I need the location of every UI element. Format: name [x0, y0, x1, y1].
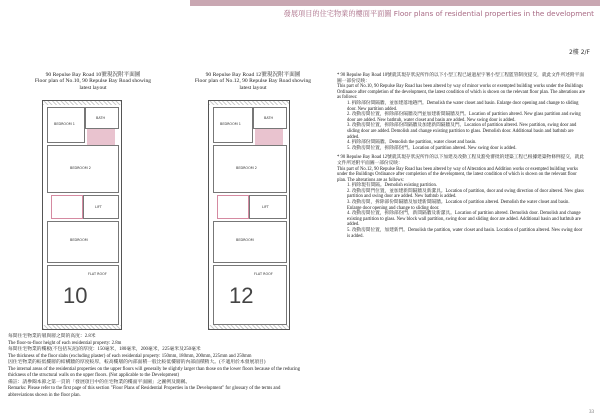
- room-lift: [83, 195, 119, 219]
- note-item: 2. 改動房間位置，拆除部份隔牆及門並加建新間隔牆及門。Location of partition altered. New glass partition and swing door are added. New bathtub, water closet and basin are added. New swing door is added.: [347, 112, 581, 123]
- note-intro-en: This part of No.10, 90 Repulse Bay Road has been altered by way of minor works or exempted building works under the Buildings Ordinance after completion of the development, the latest condition of which is shown on the relevant floor plan. The alterations are as follows:: [337, 84, 586, 101]
- note-intro-en: This part of No.12, 90 Repulse Bay Road has been altered by way of Alteration and Addition works or exempted building works under the Buildings Ordinance after completion of the development, the latest condition of which is shown on the relevant floor plan. The alterations are as follows:: [337, 166, 578, 183]
- alteration-area: [51, 195, 83, 219]
- plan-10-title-en2: latest layout: [79, 84, 107, 91]
- unit-number-12: 12: [229, 283, 254, 308]
- note-intro-zh: * 90 Repulse Bay Road 12號就其現存狀況所作的以下加建及改動工程及豁免審批的建築工程已根據建築物條例提交，就此文件所述附平面圖一部份反映：: [337, 155, 585, 166]
- wall-hatch: [209, 101, 289, 105]
- alteration-area: [255, 129, 283, 145]
- plan-10-title-en1: Floor plan of No.10, 90 Repulse Bay Road showing: [34, 78, 152, 85]
- room-label: FLAT ROOF: [254, 272, 273, 276]
- room-bedroom-2: [213, 145, 287, 193]
- room-label: BATH: [264, 116, 274, 120]
- plan-12-title-en2: latest layout: [239, 84, 267, 91]
- plan-10-title-zh: 90 Repulse Bay Road 10號現況附平面圖: [45, 72, 141, 78]
- room-label: FLAT ROOF: [88, 272, 107, 276]
- page-title: 發展項目的住宅物業的樓面平面圖 Floor plans of residential properties in the development: [283, 9, 594, 18]
- alteration-area: [217, 195, 249, 219]
- note-line: 每間住宅物業的層與層之間的高度：2.8米: [8, 334, 96, 339]
- wall-hatch: [43, 325, 121, 329]
- note-item: 5. 改動房間位置，拆除部份門。Location of partition altered. New swing door is added.: [347, 145, 517, 151]
- wall-hatch: [209, 325, 289, 329]
- note-item: 1. 拆除現有間隔。Demolish existing partition.: [347, 183, 437, 189]
- note-item: 1. 拆除部份間隔牆，並加建落地趟門。Demolish the water closet and basin. Enlarge door opening and change to sliding door. New partition added.: [347, 100, 579, 112]
- note-line: The floor-to-floor height of each residential property: 2.8m: [8, 340, 122, 346]
- note-line: 備註：請參閱本節之第一頁的「發展項目中的住宅物業的樓面平面圖」之圖例及簡稱。: [8, 379, 191, 385]
- room-bedroom-1: [213, 107, 253, 143]
- note-intro-zh: * 90 Repulse Bay Road 10號就其現存狀況所作的以下小型工程已通過屋宇署小型工程監管制度提交，就此文件所述附平面圖一部份反映：: [337, 73, 585, 84]
- plan-10-title: [18, 72, 168, 91]
- floor-plan-10: [42, 100, 122, 330]
- page-header: [0, 0, 600, 22]
- plan-12-title: [178, 72, 328, 91]
- room-label: BEDROOM: [70, 238, 88, 242]
- floor-plan-12: [208, 100, 290, 330]
- room-bedroom: [47, 221, 119, 263]
- room-label: BEDROOM 2: [236, 166, 257, 170]
- plan-12-title-zh: 90 Repulse Bay Road 12號現況附平面圖: [205, 72, 301, 78]
- room-label: BEDROOM 1: [220, 122, 241, 126]
- note-item: 5. 改動房間位置，加建新門。Demolish the partition, water closet and basin. Location of partition altered. New swing door is added.: [347, 228, 583, 239]
- note-item: 4. 改動房間位置，拆除部份門，新間隔牆及新潔具。Location of partition altered. Demolish door. Demolish and change existing partition to glass. New block wall partition, swing door and sliding door are added. Additional basin and bathtub are added.: [347, 211, 581, 228]
- plan-12-title-en1: Floor plan of No.12, 90 Repulse Bay Road showing: [194, 78, 312, 85]
- room-label: BEDROOM 2: [70, 166, 91, 170]
- page-number: 33: [589, 410, 594, 415]
- floor-label: 2樓 2/F: [568, 49, 590, 56]
- wall-hatch: [43, 101, 121, 105]
- note-line: Remarks: Please refer to the first page of this section "Floor Plans of Residential Properties in the Development" for glossary of the terms and abbreviations shown in the floor plan.: [8, 386, 281, 398]
- note-line: The thickness of the floor slabs (excluding plaster) of each residential property: 150mm, 180mm, 200mm, 225mm and 250mm: [8, 353, 252, 359]
- room-lift: [249, 195, 287, 219]
- room-bath: [85, 107, 119, 129]
- room-label: BEDROOM 1: [54, 122, 75, 126]
- note-item: 2. 改動房間門位置，並加建新間隔牆及新潔具。Location of partition, door and swing direction of door altered. New glass partition and swing door are added. New bathtub is added.: [347, 188, 584, 200]
- room-bedroom-1: [47, 107, 85, 143]
- note-item: 4. 拆除部份間隔牆。Demolish the partition, water closet and basin.: [347, 140, 477, 146]
- unit-number-10: 10: [63, 283, 88, 308]
- room-label: BATH: [96, 116, 106, 120]
- note-line: The internal areas of the residential properties on the upper floors will generally be slightly larger than those on the lower floors because of the reducing thickness of the structural walls on the upper floors. (Not applicable to the Development): [8, 366, 301, 378]
- floor-height-notes: [8, 334, 303, 399]
- room-bedroom: [213, 221, 287, 263]
- room-bedroom-2: [47, 145, 119, 193]
- room-label: LIFT: [95, 205, 102, 209]
- alteration-area: [87, 129, 115, 145]
- room-label: BEDROOM: [236, 238, 254, 242]
- room-label: LIFT: [262, 205, 269, 209]
- note-line: 因住宅物業的較低樓層的結構牆的厚度較厚，較高樓層的內部面積一般比較低樓層的內部面積稍大。(不適用於本發展項目): [8, 360, 266, 365]
- note-item: 3. 改動房間，拆除部份間隔牆及加建新間隔牆。Location of partition altered. Demolish the water closet and basin. Enlarge door opening and change to sliding door.: [347, 200, 570, 211]
- note-line: 每間住宅物業的樓板(不包括灰泥)的厚度：150毫米，180毫米，200毫米，225毫米及250毫米: [8, 347, 201, 352]
- alteration-notes: [337, 73, 585, 239]
- note-item: 3. 改動房間位置，拆除部份間隔牆及加建新間隔牆及門。Location of partition altered. New partition, swing door and sliding door are added. Demolish and change existing partition to glass. Demolish door. Additional basin and bathtub are added.: [347, 123, 577, 140]
- header-accent-bar: [190, 0, 600, 6]
- room-bath: [253, 107, 287, 129]
